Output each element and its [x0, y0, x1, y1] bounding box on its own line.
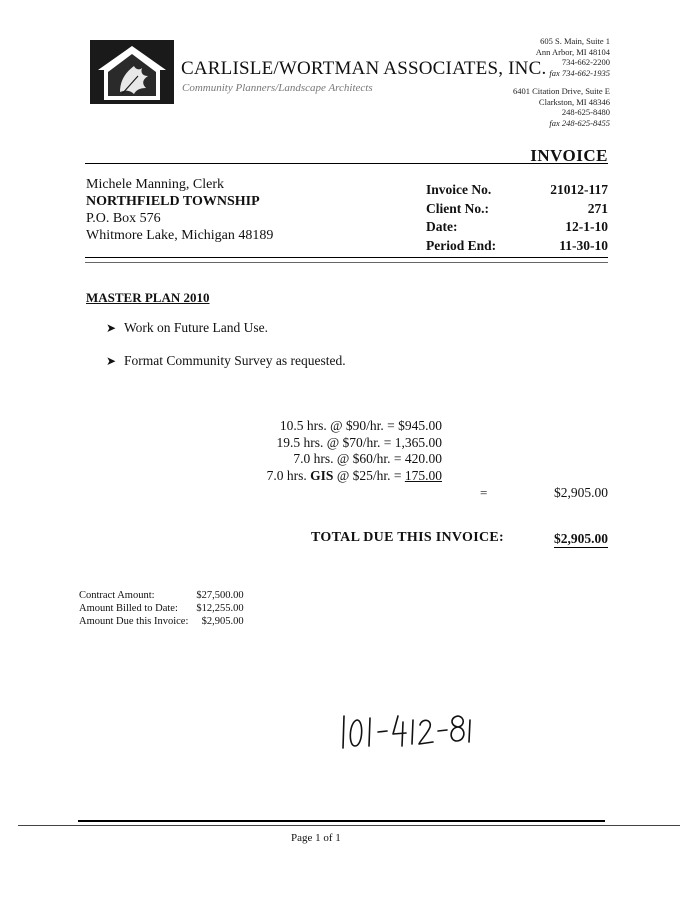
- company-tagline: Community Planners/Landscape Architects: [182, 82, 373, 94]
- meta-label: Period End:: [426, 237, 497, 253]
- bill-to-city: Whitmore Lake, Michigan 48189: [86, 228, 274, 243]
- contract-labels: [79, 589, 188, 628]
- invoice-date: 12-1-10: [565, 219, 608, 234]
- bill-to-contact: Michele Manning, Clerk: [86, 177, 225, 192]
- hours-line: 7.0 hrs. @ $60/hr. = 420.00: [293, 451, 442, 466]
- hours-middle: @ $25/hr. =: [333, 467, 405, 483]
- invoice-number: 21012-117: [550, 182, 608, 197]
- fax-line: fax 734-662-1935: [549, 67, 610, 78]
- address-line: 6401 Citation Drive, Suite E: [512, 86, 610, 96]
- bill-to-organization: NORTHFIELD TOWNSHIP: [86, 194, 260, 209]
- task-item: [106, 353, 346, 369]
- bill-to-po-box: P.O. Box 576: [86, 211, 161, 226]
- address-clarkston: [470, 86, 610, 128]
- bill-to-block: [86, 176, 273, 244]
- company-logo: [90, 40, 174, 104]
- contract-amount: $27,500.00: [196, 590, 244, 601]
- address-line: Ann Arbor, MI 48104: [535, 46, 610, 57]
- total-label: TOTAL DUE THIS INVOICE:: [311, 530, 504, 545]
- hours-prefix: 7.0 hrs.: [266, 467, 311, 483]
- subtotal-equals: =: [480, 485, 488, 500]
- contract-label: Contract Amount:: [79, 590, 155, 601]
- header-divider: [85, 163, 608, 164]
- project-title: MASTER PLAN 2010: [86, 290, 210, 305]
- invoice-meta-labels: [426, 181, 496, 255]
- task-text: Format Community Survey as requested.: [124, 353, 346, 368]
- contract-label: Amount Due this Invoice:: [79, 616, 189, 627]
- fax-line: fax 248-625-8455: [549, 117, 610, 128]
- document-title: INVOICE: [530, 146, 608, 165]
- meta-label: Client No.:: [426, 200, 489, 216]
- address-ann-arbor: [470, 36, 610, 78]
- gis-label: GIS: [310, 467, 334, 483]
- subtotal-amount: $2,905.00: [554, 485, 608, 500]
- task-item: [106, 320, 268, 336]
- footer-divider-thin: [18, 825, 680, 826]
- arrow-bullet-icon: ➤: [106, 321, 117, 335]
- footer-divider: [78, 820, 605, 822]
- company-name: CARLISLE/WORTMAN ASSOCIATES, INC.: [181, 58, 547, 79]
- hours-line: [267, 468, 442, 485]
- task-text: Work on Future Land Use.: [124, 320, 269, 335]
- address-line: Clarkston, MI 48346: [538, 96, 610, 107]
- hours-line: 10.5 hrs. @ $90/hr. = $945.00: [279, 418, 442, 433]
- arrow-bullet-icon: ➤: [106, 354, 117, 368]
- client-number: 271: [587, 200, 608, 216]
- total-amount: $2,905.00: [554, 531, 608, 546]
- contract-values: [196, 589, 243, 628]
- handwritten-account-code: [340, 708, 480, 752]
- hours-breakdown: [267, 418, 442, 484]
- due-this-invoice: $2,905.00: [201, 616, 244, 627]
- period-end: 11-30-10: [559, 237, 608, 253]
- invoice-meta-values: [550, 181, 608, 255]
- billing-divider-second: [85, 262, 608, 263]
- phone-line: 248-625-8480: [561, 107, 610, 117]
- contract-summary: [79, 589, 244, 628]
- page-number: Page 1 of 1: [291, 832, 341, 844]
- billing-divider: [85, 257, 608, 258]
- meta-label: Invoice No.: [426, 182, 492, 197]
- hours-amount: 175.00: [404, 467, 442, 483]
- meta-label: Date:: [426, 219, 458, 234]
- address-line: 605 S. Main, Suite 1: [540, 36, 610, 46]
- phone-line: 734-662-2200: [561, 57, 610, 67]
- hours-line: 19.5 hrs. @ $70/hr. = 1,365.00: [276, 434, 442, 450]
- billed-to-date: $12,255.00: [196, 603, 244, 614]
- contract-label: Amount Billed to Date:: [79, 603, 178, 614]
